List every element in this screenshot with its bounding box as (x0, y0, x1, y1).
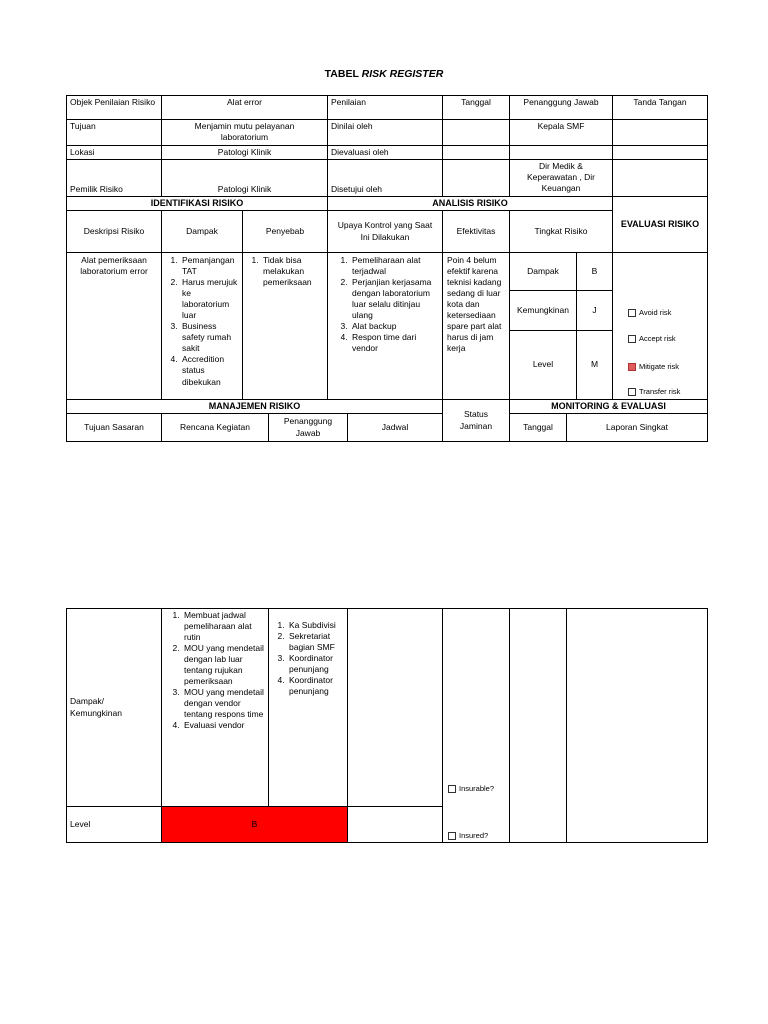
checkbox-icon[interactable] (628, 309, 636, 317)
laporan-cell (566, 608, 708, 843)
checkbox-icon[interactable] (448, 832, 456, 840)
dinilai-label: Dinilai oleh (327, 119, 443, 146)
disetujui-label: Disetujui oleh (327, 159, 443, 197)
col-dampak: Dampak (161, 210, 243, 253)
ttd-label: Tanda Tangan (612, 95, 708, 120)
kepala-smf: Kepala SMF (509, 119, 613, 146)
list-item: 2. MOU yang mendetail dengan lab luar tentang rujukan pemeriksaan (182, 643, 265, 687)
col-laporan: Laporan Singkat (566, 413, 708, 442)
tujuan-label: Tujuan (66, 119, 162, 146)
level-value: B (161, 806, 348, 843)
level-empty-cell (347, 806, 443, 843)
level-label: Level (66, 806, 162, 843)
tanggal-label: Tanggal (442, 95, 510, 120)
list-item: 4. Evaluasi vendor (182, 720, 265, 731)
list-item: 1. Pemeliharaan alat terjadwal (350, 255, 438, 277)
risk-dampak (161, 252, 243, 400)
col-tujuan-sasaran: Tujuan Sasaran (66, 413, 162, 442)
list-item: 3. Koordinator penunjang (287, 653, 344, 675)
col-upaya: Upaya Kontrol yang Saat Ini Dilakukan (327, 210, 443, 253)
dievaluasi-label: Dievaluasi oleh (327, 145, 443, 160)
col-deskripsi: Deskripsi Risiko (66, 210, 162, 253)
tingkat-dampak-label: Dampak (509, 252, 577, 291)
tanggal-cell (509, 608, 567, 843)
tingkat-dampak-value: B (576, 252, 613, 291)
list-item: 2. Harus merujuk ke laboratorium luar (180, 277, 240, 321)
ttd-cell-1 (612, 119, 708, 146)
lokasi-label: Lokasi (66, 145, 162, 160)
col-rencana: Rencana Kegiatan (161, 413, 269, 442)
transfer-risk-option[interactable]: Transfer risk (628, 387, 680, 397)
ttd-cell-2 (612, 145, 708, 160)
risk-penyebab (242, 252, 328, 400)
tujuan-value: Menjamin mutu pelayanan laboratorium (161, 119, 328, 146)
col-penyebab: Penyebab (242, 210, 328, 253)
status-jaminan-cell (442, 608, 510, 843)
list-item: 4. Accredition status dibekukan (180, 354, 240, 387)
list-item: 2. Perjanjian kerjasama dengan laboratorium luar selalu ditinjau ulang (350, 277, 438, 321)
checkbox-checked-icon[interactable] (628, 363, 636, 371)
col-status-jaminan: Status Jaminan (442, 399, 510, 442)
col-tanggal: Tanggal (509, 413, 567, 442)
dampak-kemungkinan-label: Dampak/ Kemungkinan (66, 608, 162, 807)
direksi: Dir Medik & Keperawatan , Dir Keuangan (509, 159, 613, 197)
tingkat-level-label: Level (509, 330, 577, 400)
identifikasi-header: IDENTIFIKASI RISIKO (66, 196, 328, 211)
disetujui-date-cell (442, 159, 510, 197)
pemilik-label: Pemilik Risiko (66, 159, 162, 197)
jadwal-cell (347, 608, 443, 807)
list-item: 1. Tidak bisa melakukan pemeriksaan (261, 255, 323, 288)
col-pj: Penanggung Jawab (268, 413, 348, 442)
risk-upaya (327, 252, 443, 400)
pj-cell (268, 608, 348, 807)
list-item: 2. Sekretariat bagian SMF (287, 631, 344, 653)
checkbox-icon[interactable] (628, 335, 636, 343)
tingkat-kemungkinan-label: Kemungkinan (509, 290, 577, 331)
ttd-cell-3 (612, 159, 708, 197)
avoid-risk-option[interactable]: Avoid risk (628, 308, 671, 318)
pj-label: Penanggung Jawab (509, 95, 613, 120)
insurable-option[interactable]: Insurable? (448, 784, 494, 794)
lokasi-value: Patologi Klinik (161, 145, 328, 160)
objek-value: Alat error (161, 95, 328, 120)
evaluasi-cell (612, 252, 708, 400)
list-item: 1. Pemanjangan TAT (180, 255, 240, 277)
analisis-header: ANALISIS RISIKO (327, 196, 613, 211)
accept-risk-option[interactable]: Accept risk (628, 334, 676, 344)
risk-efektivitas: Poin 4 belum efektif karena teknisi kadang sedang di luar kota dan ketersediaan spare part alat harus di jam kerja (442, 252, 510, 400)
rencana-cell (161, 608, 269, 807)
list-item: 4. Respon time dari vendor (350, 332, 438, 354)
col-jadwal: Jadwal (347, 413, 443, 442)
checkbox-icon[interactable] (448, 785, 456, 793)
checkbox-icon[interactable] (628, 388, 636, 396)
risk-deskripsi: Alat pemeriksaan laboratorium error (66, 252, 162, 400)
list-item: 1. Membuat jadwal pemeliharaan alat rutin (182, 610, 265, 643)
manajemen-header: MANAJEMEN RISIKO (66, 399, 443, 414)
objek-label: Objek Penilaian Risiko (66, 95, 162, 120)
dinilai-date-cell (442, 119, 510, 146)
dievaluasi-date-cell (442, 145, 510, 160)
list-item: 4. Koordinator penunjang (287, 675, 344, 697)
list-item: 1. Ka Subdivisi (287, 620, 344, 631)
list-item: 3. MOU yang mendetail dengan vendor tentang respons time (182, 687, 265, 720)
list-item: 3. Alat backup (350, 321, 438, 332)
mitigate-risk-option[interactable]: Mitigate risk (628, 362, 679, 372)
evaluasi-header: EVALUASI RISIKO (612, 196, 708, 253)
pemilik-value: Patologi Klinik (161, 159, 328, 197)
page-title: TABEL RISK REGISTER (324, 68, 444, 80)
col-tingkat: Tingkat Risiko (509, 210, 613, 253)
tingkat-level-value: M (576, 330, 613, 400)
insured-option[interactable]: Insured? (448, 831, 488, 841)
list-item: 3. Business safety rumah sakit (180, 321, 240, 354)
monitoring-header: MONITORING & EVALUASI (509, 399, 708, 414)
dievaluasi-pj-cell (509, 145, 613, 160)
tingkat-kemungkinan-value: J (576, 290, 613, 331)
penilaian-label: Penilaian (327, 95, 443, 120)
col-efektivitas: Efektivitas (442, 210, 510, 253)
